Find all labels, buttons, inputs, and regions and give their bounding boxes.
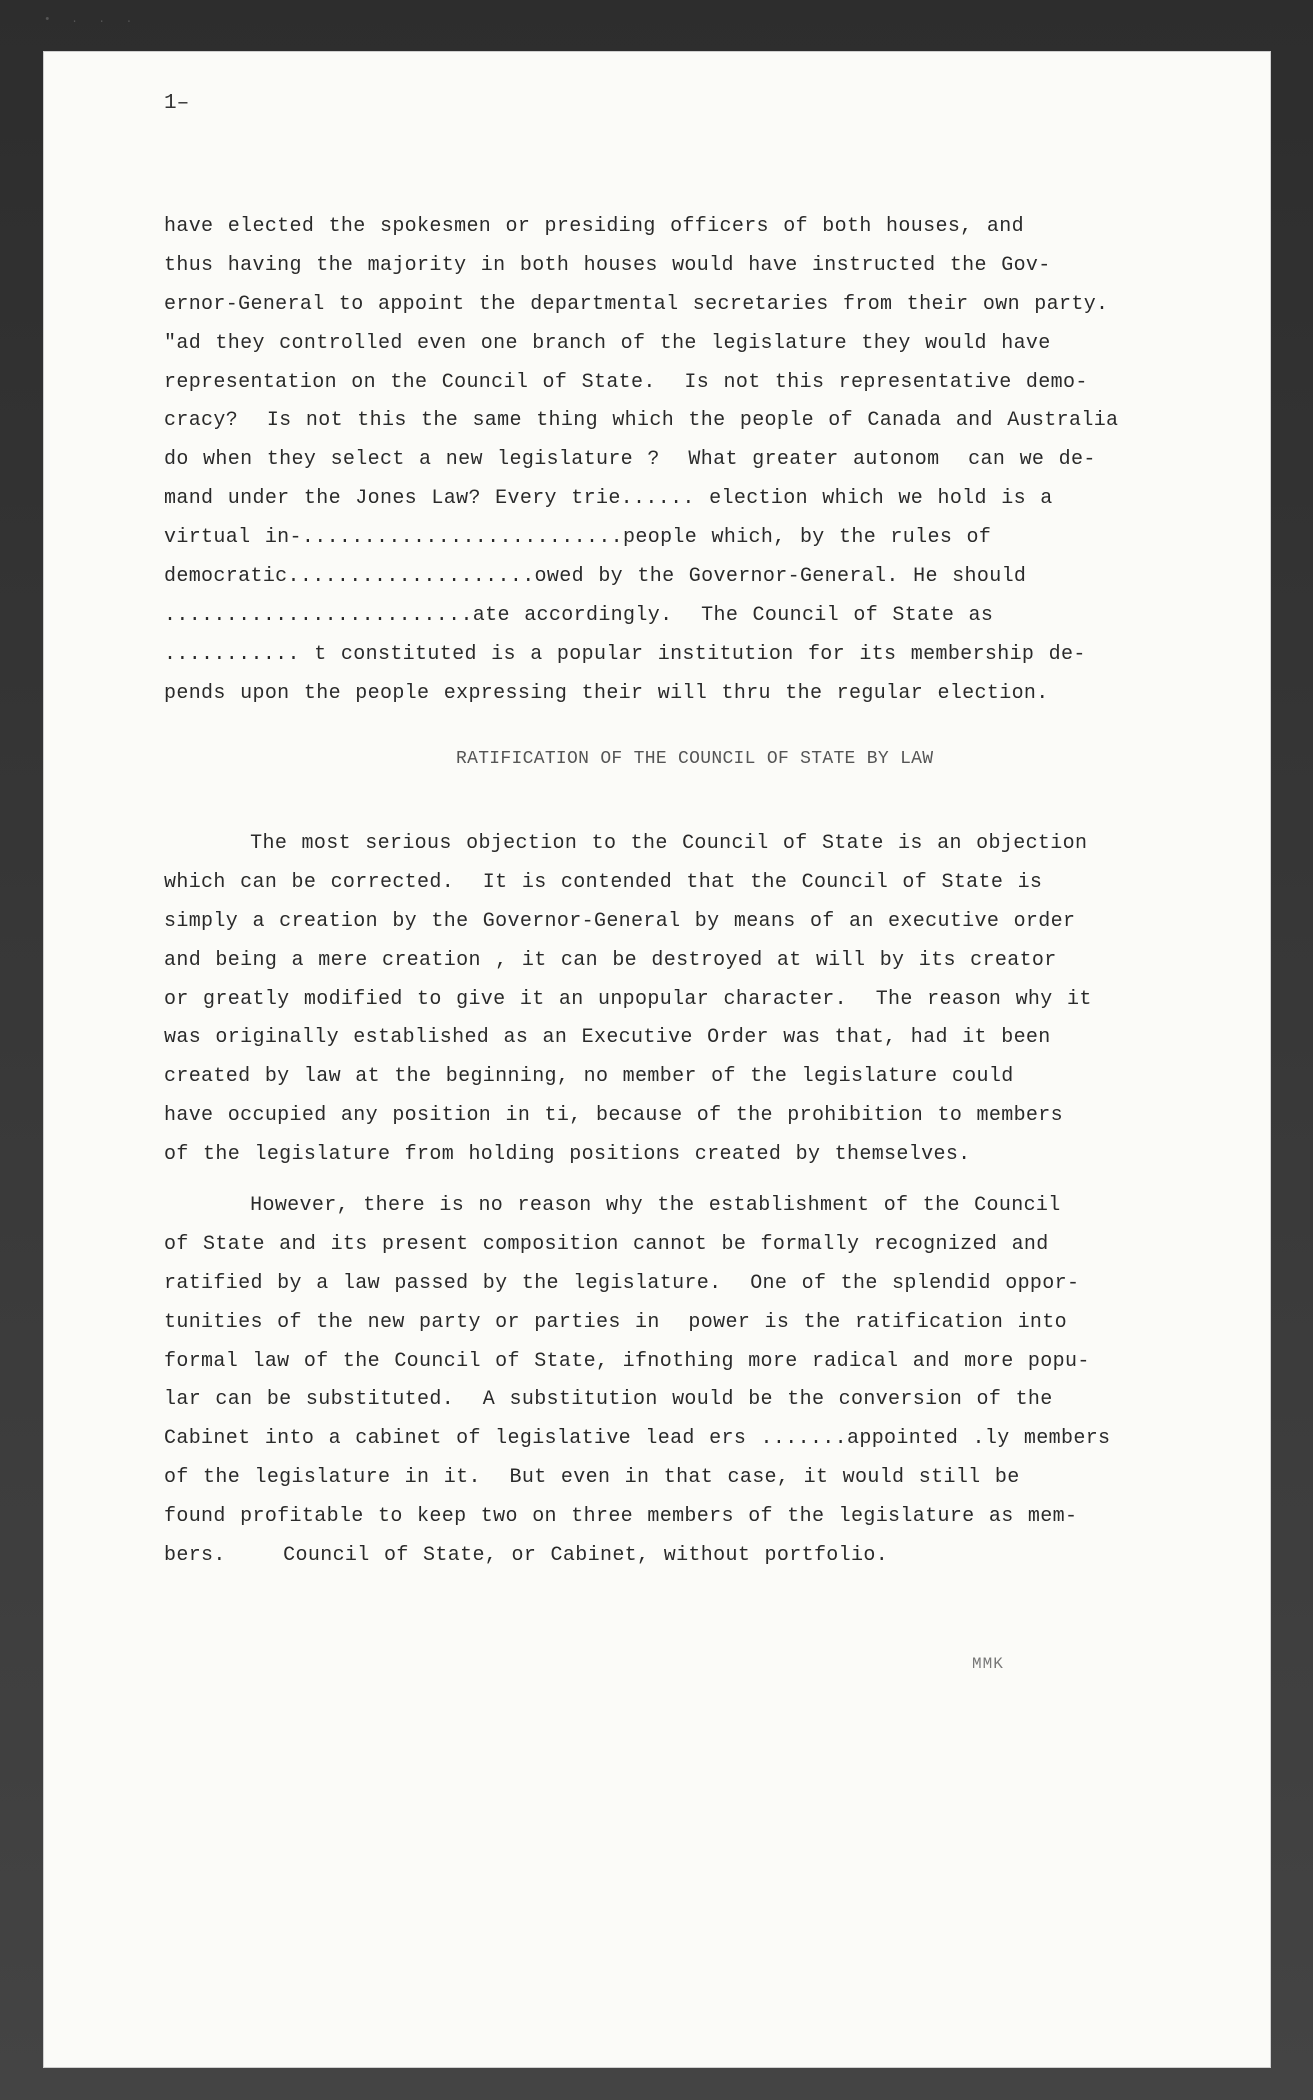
text-line: Cabinet into a cabinet of legislative lead ers .......appointed .ly members bbox=[164, 1427, 1111, 1451]
text-line: have occupied any position in ti, because of the prohibition to members bbox=[164, 1104, 1063, 1128]
text-line: ratified by a law passed by the legislature. One of the splendid oppor- bbox=[164, 1271, 1080, 1295]
corner-mark: • . . . bbox=[44, 14, 140, 26]
text-line: formal law of the Council of State, ifnothing more radical and more popu- bbox=[164, 1349, 1090, 1373]
paragraph-3 bbox=[164, 1187, 1194, 1576]
text-line: ........... t constituted is a popular institution for its membership de- bbox=[164, 642, 1086, 666]
section-heading: RATIFICATION OF THE COUNCIL OF STATE BY LAW bbox=[456, 749, 934, 769]
text-line: found profitable to keep two on three members of the legislature as mem- bbox=[164, 1505, 1078, 1529]
text-line: do when they select a new legislature ? What greater autonom can we de- bbox=[164, 448, 1096, 472]
text-line: The most serious objection to the Council of State is an objection bbox=[164, 832, 1088, 855]
text-line: simply a creation by the Governor-General by means of an executive order bbox=[164, 909, 1076, 933]
text-line: was originally established as an Executive Order was that, had it been bbox=[164, 1026, 1051, 1050]
text-line: and being a mere creation , it can be destroyed at will by its creator bbox=[164, 948, 1057, 972]
text-line: which can be corrected. It is contended that the Council of State is bbox=[164, 870, 1043, 894]
author-initials: MMK bbox=[972, 1655, 1004, 1673]
text-line: lar can be substituted. A substitution would be the conversion of the bbox=[164, 1388, 1053, 1412]
text-line: of the legislature in it. But even in that case, it would still be bbox=[164, 1466, 1020, 1490]
text-line: or greatly modified to give it an unpopular character. The reason why it bbox=[164, 987, 1092, 1011]
text-line: thus having the majority in both houses would have instructed the Gov- bbox=[164, 253, 1051, 277]
text-line: "ad they controlled even one branch of the legislature they would have bbox=[164, 331, 1051, 355]
paragraph-2 bbox=[164, 825, 1194, 1175]
paragraph-1 bbox=[164, 208, 1194, 714]
text-line: created by law at the beginning, no member of the legislature could bbox=[164, 1065, 1014, 1089]
text-line: representation on the Council of State. Is not this representative demo- bbox=[164, 370, 1088, 394]
text-line: mand under the Jones Law? Every trie...... election which we hold is a bbox=[164, 487, 1053, 511]
text-line: ernor-General to appoint the departmental secretaries from their own party. bbox=[164, 292, 1109, 316]
text-line: democratic....................owed by the Governor-General. He should bbox=[164, 565, 1027, 589]
text-line: of the legislature from holding positions created by themselves. bbox=[164, 1143, 971, 1167]
text-line: tunities of the new party or parties in power is the ratification into bbox=[164, 1310, 1067, 1334]
text-line: have elected the spokesmen or presiding officers of both houses, and bbox=[164, 215, 1024, 238]
text-line: virtual in-..........................people which, by the rules of bbox=[164, 526, 992, 550]
text-line: of State and its present composition cannot be formally recognized and bbox=[164, 1232, 1049, 1256]
text-line: .........................ate accordingly. The Council of State as bbox=[164, 603, 994, 627]
text-line: pends upon the people expressing their will thru the regular election. bbox=[164, 681, 1049, 705]
text-line: However, there is no reason why the establishment of the Council bbox=[164, 1194, 1061, 1217]
text-line: cracy? Is not this the same thing which the people of Canada and Australia bbox=[164, 409, 1119, 433]
page-number: 1‒ bbox=[164, 92, 190, 115]
text-line: bers. Council of State, or Cabinet, without portfolio. bbox=[164, 1544, 889, 1568]
